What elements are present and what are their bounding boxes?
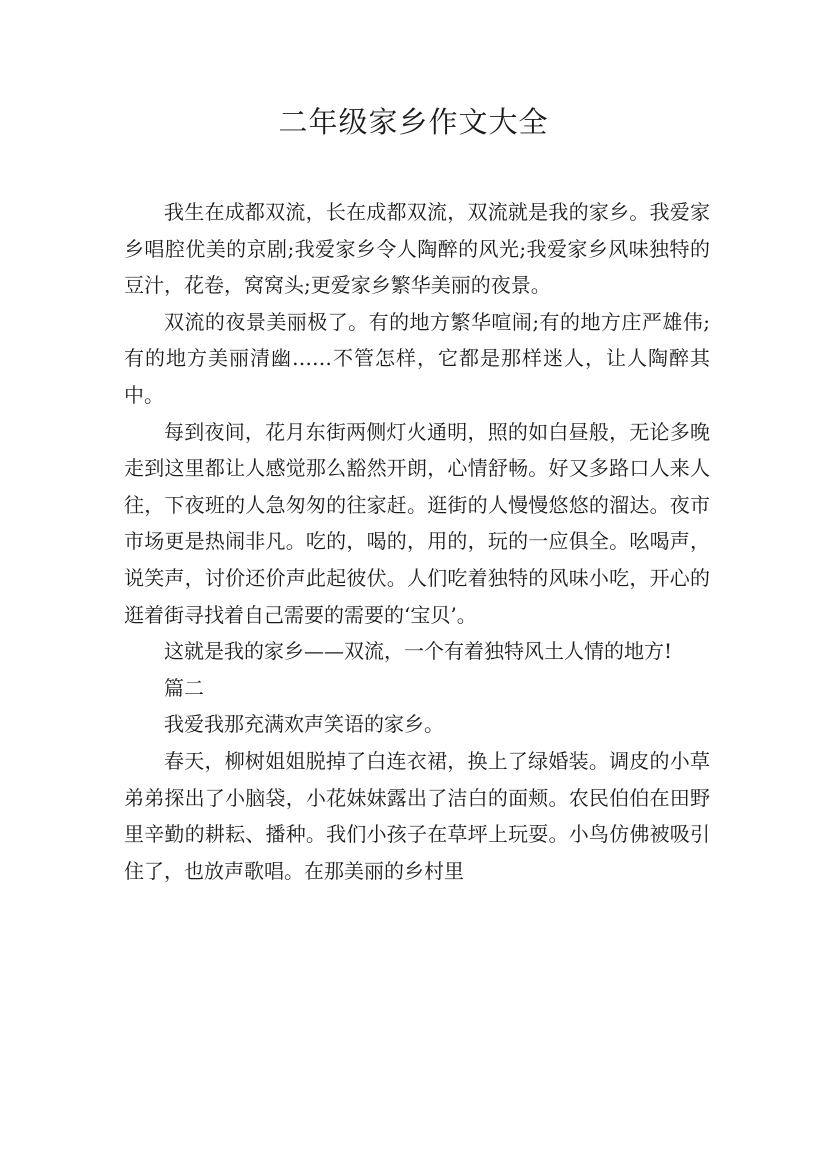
paragraph: 每到夜间，花月东街两侧灯火通明，照的如白昼般，无论多晚走到这里都让人感觉那么豁然开朗，心情舒畅。好又多路口人来人往，下夜班的人急匆匆的往家赶。逛街的人慢慢悠悠的溜达。夜市市场更是热闹非凡。吃的，喝的，用的，玩的一应俱全。吆喝声，说笑声，讨价还价声此起彼伏。人们吃着独特的风味小吃，开心的逛着街寻找着自己需要的需要的‘宝贝’。	[124, 419, 710, 627]
section-heading: 篇二	[164, 675, 204, 700]
document-title: 二年级家乡作文大全	[278, 105, 549, 139]
paragraph: 春天，柳树姐姐脱掉了白连衣裙，换上了绿婚装。调皮的小草弟弟探出了小脑袋，小花妹妹露出了洁白的面颊。农民伯伯在田野里辛勤的耕耘、播种。我们小孩子在草坪上玩耍。小鸟仿佛被吸引住了，也放声歌唱。在那美丽的乡村里	[124, 748, 710, 883]
paragraph: 双流的夜景美丽极了。有的地方繁华喧闹;有的地方庄严雄伟;有的地方美丽清幽……不管怎样，它都是那样迷人，让人陶醉其中。	[124, 309, 710, 407]
paragraph: 我生在成都双流，长在成都双流，双流就是我的家乡。我爱家乡唱腔优美的京剧;我爱家乡令人陶醉的风光;我爱家乡风味独特的豆汁，花卷，窝窝头;更爱家乡繁华美丽的夜景。	[124, 200, 710, 298]
paragraph: 这就是我的家乡——双流，一个有着独特风土人情的地方!	[164, 639, 673, 664]
paragraph: 我爱我那充满欢声笑语的家乡。	[164, 712, 444, 737]
document-body	[124, 194, 710, 889]
